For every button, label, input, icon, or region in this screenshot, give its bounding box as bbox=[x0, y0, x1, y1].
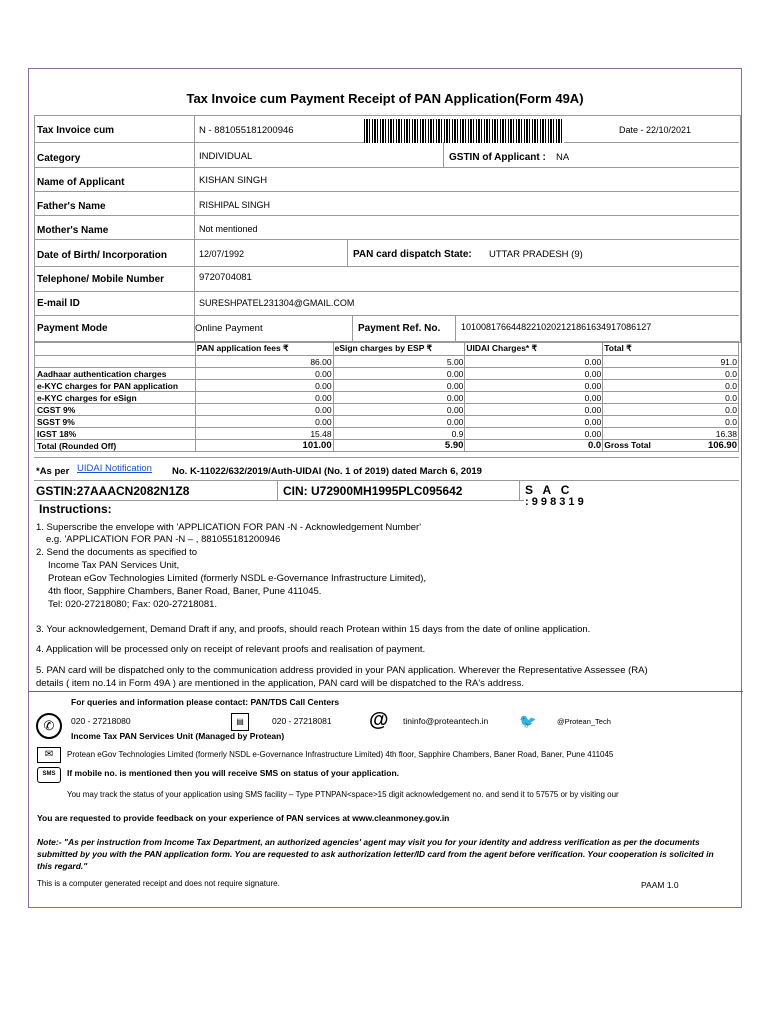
notification-text: No. K-11022/632/2019/Auth-UIDAI (No. 1 of 2019) dated March 6, 2019 bbox=[172, 466, 482, 477]
gstin-applicant-label: GSTIN of Applicant : bbox=[449, 152, 546, 163]
fee-cell: 0.00 bbox=[195, 380, 333, 392]
fee-row bbox=[35, 428, 739, 440]
fee-row-label: IGST 18% bbox=[35, 428, 196, 440]
sac-value: : 9 9 8 3 1 9 bbox=[525, 496, 584, 508]
feedback-note: You are requested to provide feedback on your experience of PAN services at www.cleanmoney.gov.in bbox=[37, 813, 450, 823]
email-icon: @ bbox=[369, 709, 389, 731]
fee-cell: 0.0 bbox=[603, 368, 739, 380]
instruction-2-company: Protean eGov Technologies Limited (formerly NSDL e-Governance Infrastructure Limited), bbox=[48, 573, 427, 584]
fee-row-label: SGST 9% bbox=[35, 416, 196, 428]
fax-icon: ▤ bbox=[231, 713, 249, 731]
barcode bbox=[364, 119, 564, 143]
fee-cell: 0.00 bbox=[333, 380, 465, 392]
fee-cell: 0.0 bbox=[603, 392, 739, 404]
dob-label: Date of Birth/ Incorporation bbox=[37, 250, 167, 261]
payment-mode-label: Payment Mode bbox=[37, 323, 108, 334]
fee-cell: 91.0 bbox=[603, 356, 739, 368]
cin-line: CIN: U72900MH1995PLC095642 bbox=[283, 484, 463, 498]
instruction-5: 5. PAN card will be dispatched only to the communication address provided in your PAN application. Wherever the Representative Assessee (RA) bbox=[36, 665, 648, 676]
email-value: SURESHPATEL231304@GMAIL.COM bbox=[199, 298, 355, 308]
gross-total-label: Gross Total bbox=[604, 440, 651, 450]
fee-header-uidai: UIDAI Charges* ₹ bbox=[465, 342, 603, 356]
applicant-name-label: Name of Applicant bbox=[37, 177, 125, 188]
fee-row-label: Total (Rounded Off) bbox=[35, 440, 196, 452]
tax-invoice-value: N - 881055181200946 bbox=[199, 125, 294, 136]
sms-track-note: You may track the status of your application using SMS facility – Type PTNPAN<space>15 digit acknowledgement no. and send it to 57575 or by visiting our bbox=[67, 790, 619, 799]
fee-cell: 0.0 bbox=[603, 404, 739, 416]
verification-note: Note:- "As per instruction from Income Tax Department, an authorized agencies' agent may visit you for your identity and address verification as per the documents submitted by you with the PAN application form. You are requested to ask authorization letter/ID card from the agent before verification. Your cooperation is solicited in this regard." bbox=[37, 837, 714, 871]
call-center-fax: 020 - 27218081 bbox=[272, 716, 332, 726]
payment-ref-value: 10100817664482210202121861634917086127 bbox=[461, 322, 652, 332]
fee-cell: 0.00 bbox=[465, 368, 603, 380]
fee-row-label: CGST 9% bbox=[35, 404, 196, 416]
envelope-icon: ✉ bbox=[37, 747, 61, 763]
receipt-title: Tax Invoice cum Payment Receipt of PAN Application(Form 49A) bbox=[186, 91, 584, 106]
mother-name-value: Not mentioned bbox=[199, 224, 258, 234]
receipt-page bbox=[28, 68, 742, 908]
fee-row-label: Aadhaar authentication charges bbox=[35, 368, 196, 380]
fee-cell: 0.00 bbox=[465, 416, 603, 428]
fee-cell: 0.00 bbox=[195, 368, 333, 380]
gstin-applicant-value: NA bbox=[556, 152, 570, 163]
fee-cell: 0.00 bbox=[333, 392, 465, 404]
instruction-1: 1. Superscribe the envelope with 'APPLICATION FOR PAN -N - Acknowledgement Number' bbox=[36, 522, 422, 533]
fee-cell: 0.00 bbox=[195, 416, 333, 428]
instruction-2-address: 4th floor, Sapphire Chambers, Baner Road, Baner, Pune 411045. bbox=[48, 586, 322, 597]
fee-row bbox=[35, 380, 739, 392]
instruction-4: 4. Application will be processed only on receipt of relevant proofs and realisation of payment. bbox=[36, 644, 426, 655]
twitter-icon: 🐦 bbox=[519, 713, 537, 729]
address-line: Protean eGov Technologies Limited (formerly NSDL e-Governance Infrastructure Limited) 4th floor, Sapphire Chambers, Baner Road, Baner, Pune 411045 bbox=[67, 750, 614, 759]
category-value: INDIVIDUAL bbox=[199, 151, 253, 162]
dispatch-state-value: UTTAR PRADESH (9) bbox=[489, 249, 583, 260]
fee-row bbox=[35, 404, 739, 416]
fee-header-total: Total ₹ bbox=[603, 342, 739, 356]
phone-icon: ✆ bbox=[36, 713, 62, 739]
fee-header-esign: eSign charges by ESP ₹ bbox=[333, 342, 465, 356]
fee-cell: 16.38 bbox=[603, 428, 739, 440]
fee-cell: 0.0 bbox=[603, 380, 739, 392]
dispatch-state-label: PAN card dispatch State: bbox=[353, 249, 472, 260]
call-center-phone: 020 - 27218080 bbox=[71, 716, 131, 726]
fee-cell: 0.0 bbox=[465, 440, 603, 452]
fee-row bbox=[35, 392, 739, 404]
fee-cell: 0.00 bbox=[333, 404, 465, 416]
payment-mode-value: Online Payment bbox=[195, 323, 263, 334]
contact-heading: For queries and information please contact: PAN/TDS Call Centers bbox=[71, 697, 340, 707]
uidai-notification-link[interactable]: UIDAI Notification bbox=[77, 463, 152, 474]
fee-row-label: e-KYC charges for PAN application bbox=[35, 380, 196, 392]
instruction-2-tel: Tel: 020-27218080; Fax: 020-27218081. bbox=[48, 599, 218, 610]
gross-total-value: 106.90 bbox=[707, 440, 737, 451]
fee-row bbox=[35, 416, 739, 428]
phone-value: 9720704081 bbox=[199, 272, 252, 283]
sac-label: S A C bbox=[525, 483, 570, 497]
mother-name-label: Mother's Name bbox=[37, 225, 109, 236]
fee-cell: 0.9 bbox=[333, 428, 465, 440]
payment-ref-label: Payment Ref. No. bbox=[358, 323, 441, 334]
father-name-label: Father's Name bbox=[37, 201, 106, 212]
fee-row-label: e-KYC charges for eSign bbox=[35, 392, 196, 404]
pan-unit: Income Tax PAN Services Unit (Managed by Protean) bbox=[71, 731, 285, 741]
fee-cell: 5.00 bbox=[333, 356, 465, 368]
fee-cell bbox=[603, 440, 739, 452]
fee-row bbox=[35, 440, 739, 452]
applicant-name-value: KISHAN SINGH bbox=[199, 175, 268, 186]
dob-value: 12/07/1992 bbox=[199, 249, 245, 259]
fee-row-label bbox=[35, 356, 196, 368]
fee-cell: 0.00 bbox=[465, 392, 603, 404]
fee-cell: 0.00 bbox=[465, 428, 603, 440]
fee-cell: 0.00 bbox=[333, 416, 465, 428]
fee-row bbox=[35, 368, 739, 380]
phone-label: Telephone/ Mobile Number bbox=[37, 274, 165, 285]
twitter-handle[interactable]: @Protean_Tech bbox=[557, 717, 611, 726]
fee-cell: 0.00 bbox=[465, 356, 603, 368]
father-name-value: RISHIPAL SINGH bbox=[199, 200, 271, 210]
contact-email[interactable]: tininfo@proteantech.in bbox=[403, 716, 489, 726]
paam-version: PAAM 1.0 bbox=[641, 880, 679, 890]
fee-cell: 0.0 bbox=[603, 416, 739, 428]
email-label: E-mail ID bbox=[37, 298, 80, 309]
fee-cell: 0.00 bbox=[465, 404, 603, 416]
fee-row bbox=[35, 356, 739, 368]
as-per-label: *As per bbox=[36, 466, 70, 477]
instruction-2: 2. Send the documents as specified to bbox=[36, 547, 198, 558]
instruction-1-example: e.g. 'APPLICATION FOR PAN -N – , 881055181200946 bbox=[46, 534, 281, 545]
info-box bbox=[34, 115, 741, 343]
instructions-title: Instructions: bbox=[39, 502, 112, 516]
instruction-2-unit: Income Tax PAN Services Unit, bbox=[48, 560, 180, 571]
fee-cell: 0.00 bbox=[333, 368, 465, 380]
category-label: Category bbox=[37, 153, 81, 164]
tax-invoice-label: Tax Invoice cum bbox=[37, 125, 115, 136]
fee-cell: 101.00 bbox=[195, 440, 333, 452]
fee-cell: 0.00 bbox=[195, 392, 333, 404]
footer-note: This is a computer generated receipt and does not require signature. bbox=[37, 879, 280, 888]
sms-status-note: If mobile no. is mentioned then you will receive SMS on status of your application. bbox=[67, 768, 400, 778]
fees-table bbox=[34, 341, 739, 452]
fee-cell: 86.00 bbox=[195, 356, 333, 368]
fee-header-pan: PAN application fees ₹ bbox=[195, 342, 333, 356]
instruction-3: 3. Your acknowledgement, Demand Draft if any, and proofs, should reach Protean within 15 days from the date of online application. bbox=[36, 624, 591, 635]
gstin-line: GSTIN:27AAACN2082N1Z8 bbox=[36, 484, 190, 498]
fee-cell: 5.90 bbox=[333, 440, 465, 452]
fee-cell: 15.48 bbox=[195, 428, 333, 440]
fee-cell: 0.00 bbox=[195, 404, 333, 416]
sms-icon: SMS bbox=[37, 767, 61, 783]
fee-cell: 0.00 bbox=[465, 380, 603, 392]
instruction-5-cont: details ( item no.14 in Form 49A ) are mentioned in the application, PAN card will be dispatched to the RA's address. bbox=[36, 678, 524, 689]
invoice-date: Date - 22/10/2021 bbox=[619, 125, 692, 135]
